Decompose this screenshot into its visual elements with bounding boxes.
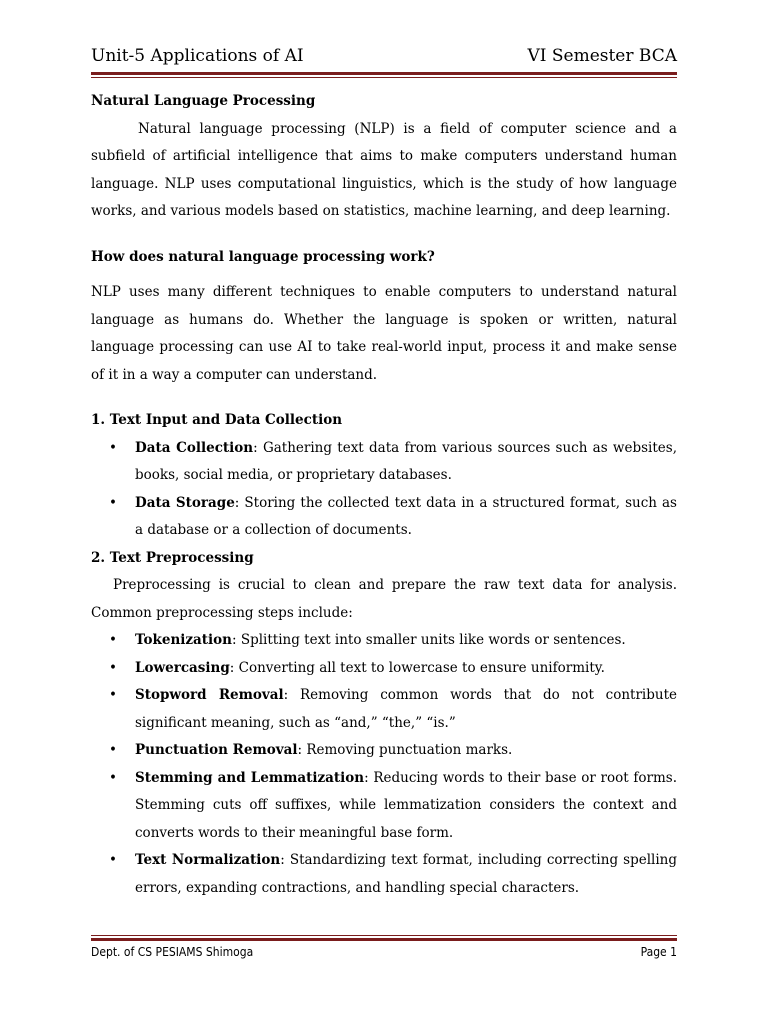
header-rule-thick <box>91 72 677 75</box>
list-item: • Data Storage: Storing the collected text data in a structured format, such as a database or a collection of documents. <box>135 490 677 545</box>
page-footer <box>91 943 677 961</box>
bullet-list-preprocessing <box>91 627 677 902</box>
section-heading-text-input: 1. Text Input and Data Collection <box>91 412 343 428</box>
section-heading-preprocessing: 2. Text Preprocessing <box>91 549 254 566</box>
section-heading-nlp: Natural Language Processing <box>91 93 316 109</box>
list-item: • Stopword Removal: Removing common words that do not contribute significant meaning, such as “and,” “the,” “is.” <box>135 682 677 737</box>
list-item: • Stemming and Lemmatization: Reducing words to their base or root forms. Stemming cuts off suffixes, while lemmatization considers the context and converts words to their meaningful base form. <box>135 765 677 848</box>
bullet-list-text-input <box>91 435 677 545</box>
list-item: • Lowercasing: Converting all text to lowercase to ensure uniformity. <box>135 655 677 683</box>
paragraph-preprocessing-intro: Preprocessing is crucial to clean and prepare the raw text data for analysis. Common preprocessing steps include: <box>91 577 677 621</box>
header-unit-title: Unit-5 Applications of AI <box>91 46 304 66</box>
header-semester: VI Semester BCA <box>527 46 677 66</box>
header-rule-thin <box>91 77 677 78</box>
footer-department: Dept. of CS PESIAMS Shimoga <box>91 945 254 959</box>
list-item: • Data Collection: Gathering text data from various sources such as websites, books, social media, or proprietary databases. <box>135 435 677 490</box>
footer-page-number: Page 1 <box>640 945 677 959</box>
page-body <box>91 88 677 902</box>
section-heading-how: How does natural language processing work? <box>91 248 435 265</box>
paragraph-nlp-intro: Natural language processing (NLP) is a field of computer science and a subfield of artificial intelligence that aims to make computers understand human language. NLP uses computational linguistics, which is the study of how language works, and various models based on statistics, machine learning, and deep learning. <box>91 120 677 219</box>
page-header <box>91 44 677 68</box>
list-item: • Punctuation Removal: Removing punctuation marks. <box>135 737 677 765</box>
paragraph-how: NLP uses many different techniques to enable computers to understand natural language as humans do. Whether the language is spoken or written, natural language processing can use AI to take real-world input, process it and make sense of it in a way a computer can understand. <box>91 284 677 383</box>
list-item: • Text Normalization: Standardizing text format, including correcting spelling errors, expanding contractions, and handling special characters. <box>135 847 677 902</box>
footer-rule-thin <box>91 935 677 936</box>
footer-rule-thick <box>91 938 677 941</box>
list-item: • Tokenization: Splitting text into smaller units like words or sentences. <box>135 627 677 655</box>
